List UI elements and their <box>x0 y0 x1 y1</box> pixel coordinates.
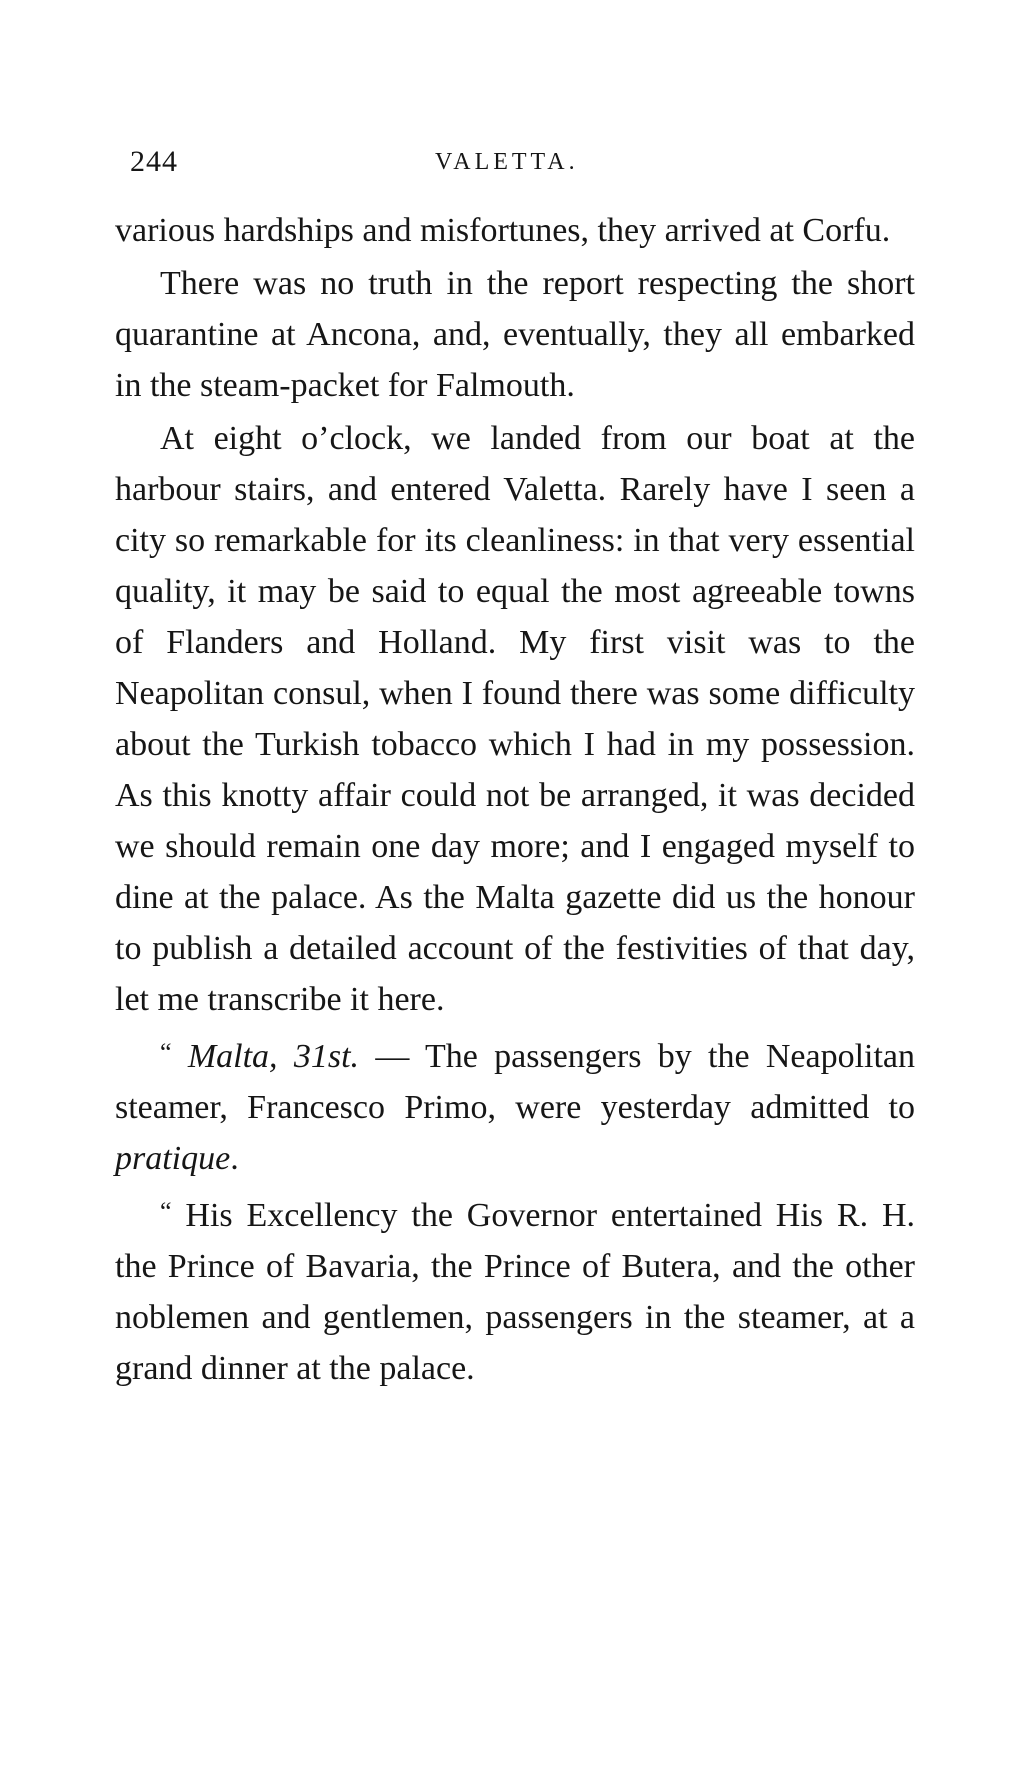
paragraph-valetta-arrival: At eight o’clock, we landed from our boat at the harbour stairs, and entered Valetta. Rarely have I seen a city so remarkable for its cleanliness: in that very essential quality, it may be said to equal the most agreeable towns of Flanders and Holland. My first visit was to the Neapolitan consul, when I found there was some difficulty about the Turkish tobacco which I had in my possession. As this knotty affair could not be arranged, it was decided we should remain one day more; and I engaged myself to dine at the palace. As the Malta gazette did us the honour to publish a detailed account of the festivities of that day, let me transcribe it here. <box>115 420 915 1018</box>
opening-quote: “ <box>160 1197 172 1226</box>
running-head <box>130 145 910 185</box>
running-title: VALETTA. <box>435 149 579 175</box>
gazette-place: Malta, <box>187 1038 278 1075</box>
paragraph-gazette-quote-2 <box>115 1186 915 1394</box>
opening-quote: “ <box>160 1038 172 1067</box>
paragraph-gazette-quote-1 <box>115 1027 915 1184</box>
page-number: 244 <box>130 145 178 178</box>
gazette-dash: — <box>359 1038 426 1075</box>
paragraph-continuation: various hardships and misfortunes, they arrived at Corfu. <box>115 212 891 249</box>
gazette-date: 31st. <box>293 1038 360 1075</box>
gazette-text: The passengers by the Neapolitan steamer, Francesco Primo, were yesterday admitted to <box>115 1038 916 1126</box>
paragraph-quarantine: There was no truth in the report respecting the short quarantine at Ancona, and, eventually, they all embarked in the steam-packet for Falmouth. <box>115 265 915 404</box>
gazette-dinner-text: His Excellency the Governor entertained His R. H. the Prince of Bavaria, the Prince of Butera, and the other noblemen and gentlemen, passengers in the steamer, at a grand dinner at the palace. <box>115 1197 915 1387</box>
gazette-period: . <box>230 1140 239 1177</box>
gazette-italic-word: pratique <box>115 1140 231 1177</box>
body-text <box>115 205 915 1396</box>
